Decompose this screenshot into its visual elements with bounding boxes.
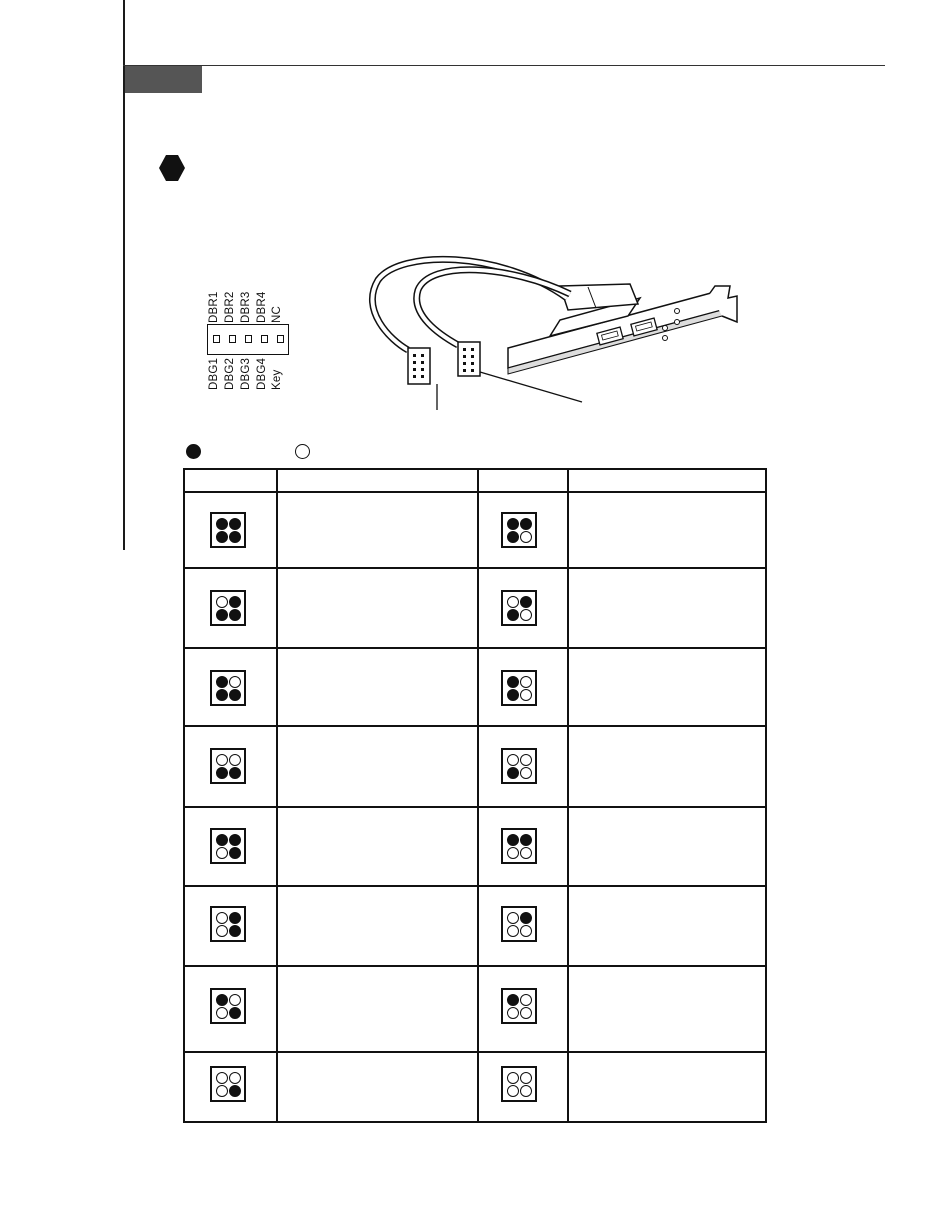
led-on-icon — [507, 994, 519, 1006]
led-on-icon — [216, 689, 228, 701]
led-on-icon — [507, 609, 519, 621]
hexagon-bullet-icon — [158, 154, 186, 182]
pin-label-top: NC — [271, 305, 283, 323]
led-pattern — [501, 906, 537, 942]
led-pattern — [210, 670, 246, 706]
pin-label-top: DBR1 — [208, 291, 220, 323]
connector-pin — [261, 335, 268, 343]
led-pattern — [210, 512, 246, 548]
led-on-icon — [229, 767, 241, 779]
led-on-icon — [507, 767, 519, 779]
led-on-icon — [520, 834, 532, 846]
led-on-icon — [216, 676, 228, 688]
led-off-icon — [216, 1085, 228, 1097]
led-off-icon — [216, 847, 228, 859]
led-on-icon — [520, 518, 532, 530]
led-off-icon — [520, 925, 532, 937]
led-on-icon — [229, 834, 241, 846]
table-row-divider — [185, 725, 765, 727]
table-row-divider — [185, 567, 765, 569]
led-off-icon — [507, 925, 519, 937]
led-off-icon — [216, 912, 228, 924]
table-row-divider — [185, 1051, 765, 1053]
led-on-icon — [229, 609, 241, 621]
led-off-icon — [216, 754, 228, 766]
led-on-icon — [216, 518, 228, 530]
empty-circle-icon — [295, 444, 310, 459]
pin-label-bottom: DBG4 — [256, 357, 268, 390]
pin-label-top: DBR4 — [256, 291, 268, 323]
led-pattern — [210, 590, 246, 626]
led-off-icon — [216, 1007, 228, 1019]
led-off-icon — [507, 847, 519, 859]
table-row-divider — [185, 965, 765, 967]
pin-label-bottom: Key — [271, 369, 283, 390]
led-pattern — [210, 906, 246, 942]
led-on-icon — [507, 689, 519, 701]
led-off-icon — [216, 925, 228, 937]
led-pattern — [501, 670, 537, 706]
led-off-icon — [507, 1007, 519, 1019]
led-pattern — [210, 748, 246, 784]
chapter-tab — [125, 66, 202, 93]
led-on-icon — [229, 847, 241, 859]
led-on-icon — [229, 925, 241, 937]
table-row-divider — [185, 885, 765, 887]
led-on-icon — [507, 676, 519, 688]
pin-label-top: DBR3 — [240, 291, 252, 323]
connector-pin — [277, 335, 284, 343]
led-on-icon — [216, 531, 228, 543]
led-on-icon — [216, 994, 228, 1006]
led-off-icon — [507, 1085, 519, 1097]
led-on-icon — [216, 609, 228, 621]
led-off-icon — [507, 1072, 519, 1084]
led-off-icon — [520, 767, 532, 779]
led-off-icon — [229, 1072, 241, 1084]
led-pattern — [501, 988, 537, 1024]
led-on-icon — [229, 531, 241, 543]
connector-pin — [229, 335, 236, 343]
led-off-icon — [520, 531, 532, 543]
led-pattern — [210, 988, 246, 1024]
led-off-icon — [520, 994, 532, 1006]
led-on-icon — [216, 767, 228, 779]
connector-pin — [245, 335, 252, 343]
led-pattern — [501, 748, 537, 784]
led-off-icon — [520, 1072, 532, 1084]
led-on-icon — [507, 518, 519, 530]
led-pattern — [501, 828, 537, 864]
led-off-icon — [520, 1007, 532, 1019]
pin-label-bottom: DBG2 — [224, 357, 236, 390]
led-on-icon — [216, 834, 228, 846]
led-off-icon — [229, 676, 241, 688]
led-on-icon — [507, 834, 519, 846]
led-off-icon — [520, 754, 532, 766]
led-off-icon — [229, 754, 241, 766]
connector-pin-header — [207, 324, 289, 355]
led-off-icon — [520, 676, 532, 688]
pin-label-top: DBR2 — [224, 291, 236, 323]
led-pattern — [501, 590, 537, 626]
header-rule — [123, 65, 885, 66]
table-row-divider — [185, 806, 765, 808]
table-row-divider — [185, 647, 765, 649]
led-on-icon — [229, 518, 241, 530]
led-off-icon — [216, 1072, 228, 1084]
table-row-divider — [185, 491, 765, 493]
led-off-icon — [520, 1085, 532, 1097]
usb-bracket-illustration — [360, 250, 760, 425]
connector-pin — [213, 335, 220, 343]
led-pattern — [210, 1066, 246, 1102]
pin-label-bottom: DBG3 — [240, 357, 252, 390]
led-on-icon — [520, 596, 532, 608]
led-off-icon — [507, 912, 519, 924]
filled-circle-icon — [186, 444, 201, 459]
led-on-icon — [229, 1007, 241, 1019]
led-on-icon — [229, 912, 241, 924]
led-off-icon — [520, 689, 532, 701]
pin-label-bottom: DBG1 — [208, 357, 220, 390]
debug-led-table — [183, 468, 767, 1123]
led-off-icon — [520, 609, 532, 621]
led-on-icon — [229, 689, 241, 701]
led-off-icon — [507, 596, 519, 608]
led-pattern — [501, 512, 537, 548]
led-pattern — [210, 828, 246, 864]
led-off-icon — [229, 994, 241, 1006]
led-off-icon — [507, 754, 519, 766]
led-on-icon — [520, 912, 532, 924]
led-on-icon — [229, 1085, 241, 1097]
led-off-icon — [216, 596, 228, 608]
led-pattern — [501, 1066, 537, 1102]
led-on-icon — [507, 531, 519, 543]
led-off-icon — [520, 847, 532, 859]
led-on-icon — [229, 596, 241, 608]
